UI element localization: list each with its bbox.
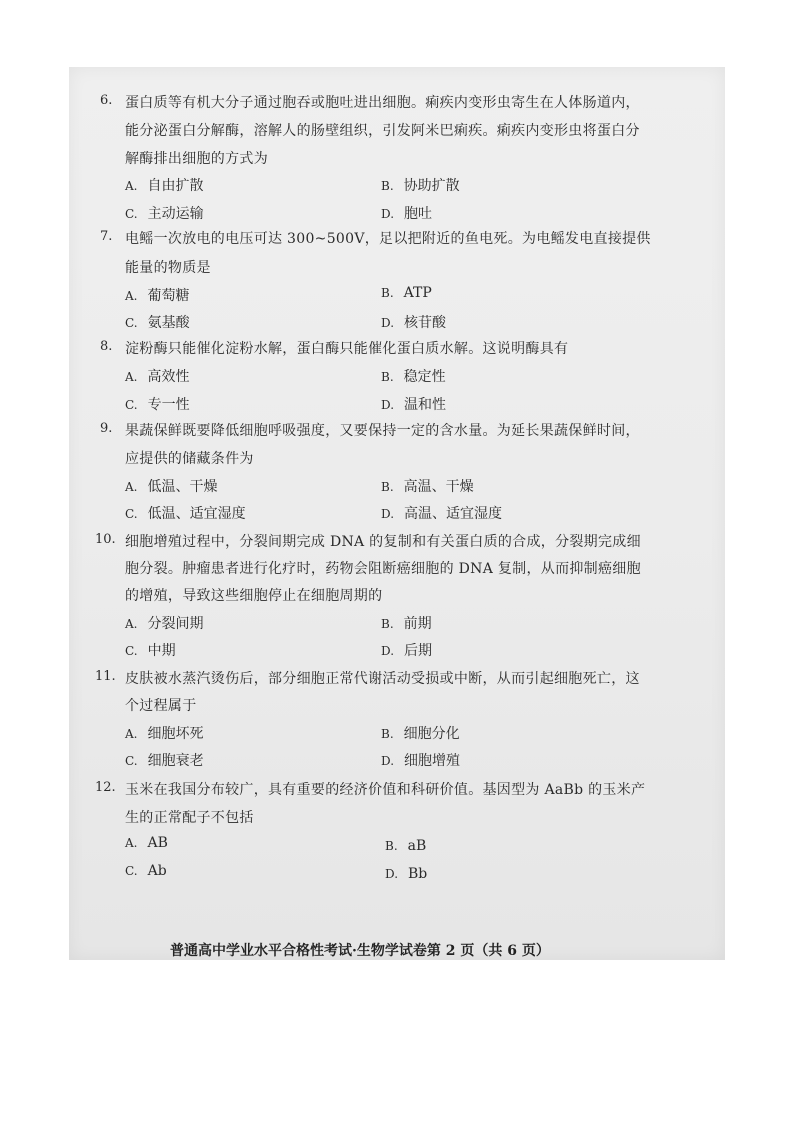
question-number: 8. bbox=[100, 339, 113, 354]
option-b: B. 协助扩散 bbox=[381, 178, 460, 194]
question-text-line: 细胞增殖过程中，分裂间期完成 DNA 的复制和有关蛋白质的合成，分裂期完成细 bbox=[125, 534, 641, 550]
question-text-line: 胞分裂。肿瘤患者进行化疗时，药物会阻断癌细胞的 DNA 复制，从而抑制癌细胞 bbox=[125, 561, 641, 577]
option-b: B. aB bbox=[385, 838, 427, 854]
option-c: C. 专一性 bbox=[125, 397, 190, 413]
question-number: 11. bbox=[95, 669, 116, 684]
question-text-line: 个过程属于 bbox=[125, 698, 197, 714]
option-d: D. 高温、适宜湿度 bbox=[381, 506, 503, 522]
question-text-line: 应提供的储藏条件为 bbox=[125, 451, 254, 467]
question-text-line: 生的正常配子不包括 bbox=[125, 810, 254, 826]
option-a: A. 分裂间期 bbox=[125, 616, 204, 632]
option-d: D. 核苷酸 bbox=[381, 315, 447, 331]
option-c: C. 中期 bbox=[125, 643, 176, 659]
option-b: B. 细胞分化 bbox=[381, 726, 460, 742]
option-d: D. 细胞增殖 bbox=[381, 753, 461, 769]
question-number: 12. bbox=[95, 780, 116, 795]
question-number: 10. bbox=[95, 532, 116, 547]
question-text-line: 果蔬保鲜既要降低细胞呼吸强度，又要保持一定的含水量。为延长果蔬保鲜时间， bbox=[125, 423, 640, 439]
option-c: C. 细胞衰老 bbox=[125, 753, 204, 769]
exam-page bbox=[69, 67, 725, 960]
page-footer: 普通高中学业水平合格性考试·生物学试卷第 2 页（共 6 页） bbox=[170, 943, 550, 959]
question-text-line: 蛋白质等有机大分子通过胞吞或胞吐进出细胞。痢疾内变形虫寄生在人体肠道内， bbox=[125, 95, 640, 111]
question-text-line: 皮肤被水蒸汽烫伤后，部分细胞正常代谢活动受损或中断，从而引起细胞死亡，这 bbox=[125, 671, 640, 687]
option-a: A. 葡萄糖 bbox=[125, 288, 190, 304]
question-number: 6. bbox=[100, 93, 113, 108]
option-a: A. 细胞坏死 bbox=[125, 726, 204, 742]
option-b: B. 前期 bbox=[381, 616, 432, 632]
option-c: C. Ab bbox=[125, 863, 167, 879]
question-text-line: 能分泌蛋白分解酶，溶解人的肠壁组织，引发阿米巴痢疾。痢疾内变形虫将蛋白分 bbox=[125, 123, 640, 139]
option-b: B. 稳定性 bbox=[381, 369, 446, 385]
option-c: C. 低温、适宜湿度 bbox=[125, 506, 246, 522]
question-text-line: 电鳐一次放电的电压可达 300~500V，足以把附近的鱼电死。为电鳐发电直接提供 bbox=[125, 231, 651, 247]
option-a: A. 自由扩散 bbox=[125, 178, 204, 194]
question-text-line: 淀粉酶只能催化淀粉水解，蛋白酶只能催化蛋白质水解。这说明酶具有 bbox=[125, 341, 569, 357]
question-number: 9. bbox=[100, 421, 113, 436]
option-b: B. ATP bbox=[381, 285, 432, 301]
option-d: D. 胞吐 bbox=[381, 206, 433, 222]
option-d: D. 温和性 bbox=[381, 397, 447, 413]
question-text-line: 玉米在我国分布较广，具有重要的经济价值和科研价值。基因型为 AaBb 的玉米产 bbox=[125, 782, 646, 798]
question-text-line: 的增殖，导致这些细胞停止在细胞周期的 bbox=[125, 588, 383, 604]
option-d: D. 后期 bbox=[381, 643, 433, 659]
option-c: C. 氨基酸 bbox=[125, 315, 190, 331]
option-c: C. 主动运输 bbox=[125, 206, 204, 222]
option-d: D. Bb bbox=[385, 866, 428, 882]
option-b: B. 高温、干燥 bbox=[381, 479, 474, 495]
question-text-line: 能量的物质是 bbox=[125, 260, 211, 276]
option-a: A. 低温、干燥 bbox=[125, 479, 218, 495]
question-number: 7. bbox=[100, 229, 113, 244]
option-a: A. 高效性 bbox=[125, 369, 190, 385]
question-text-line: 解酶排出细胞的方式为 bbox=[125, 151, 268, 167]
option-a: A. AB bbox=[125, 835, 168, 851]
